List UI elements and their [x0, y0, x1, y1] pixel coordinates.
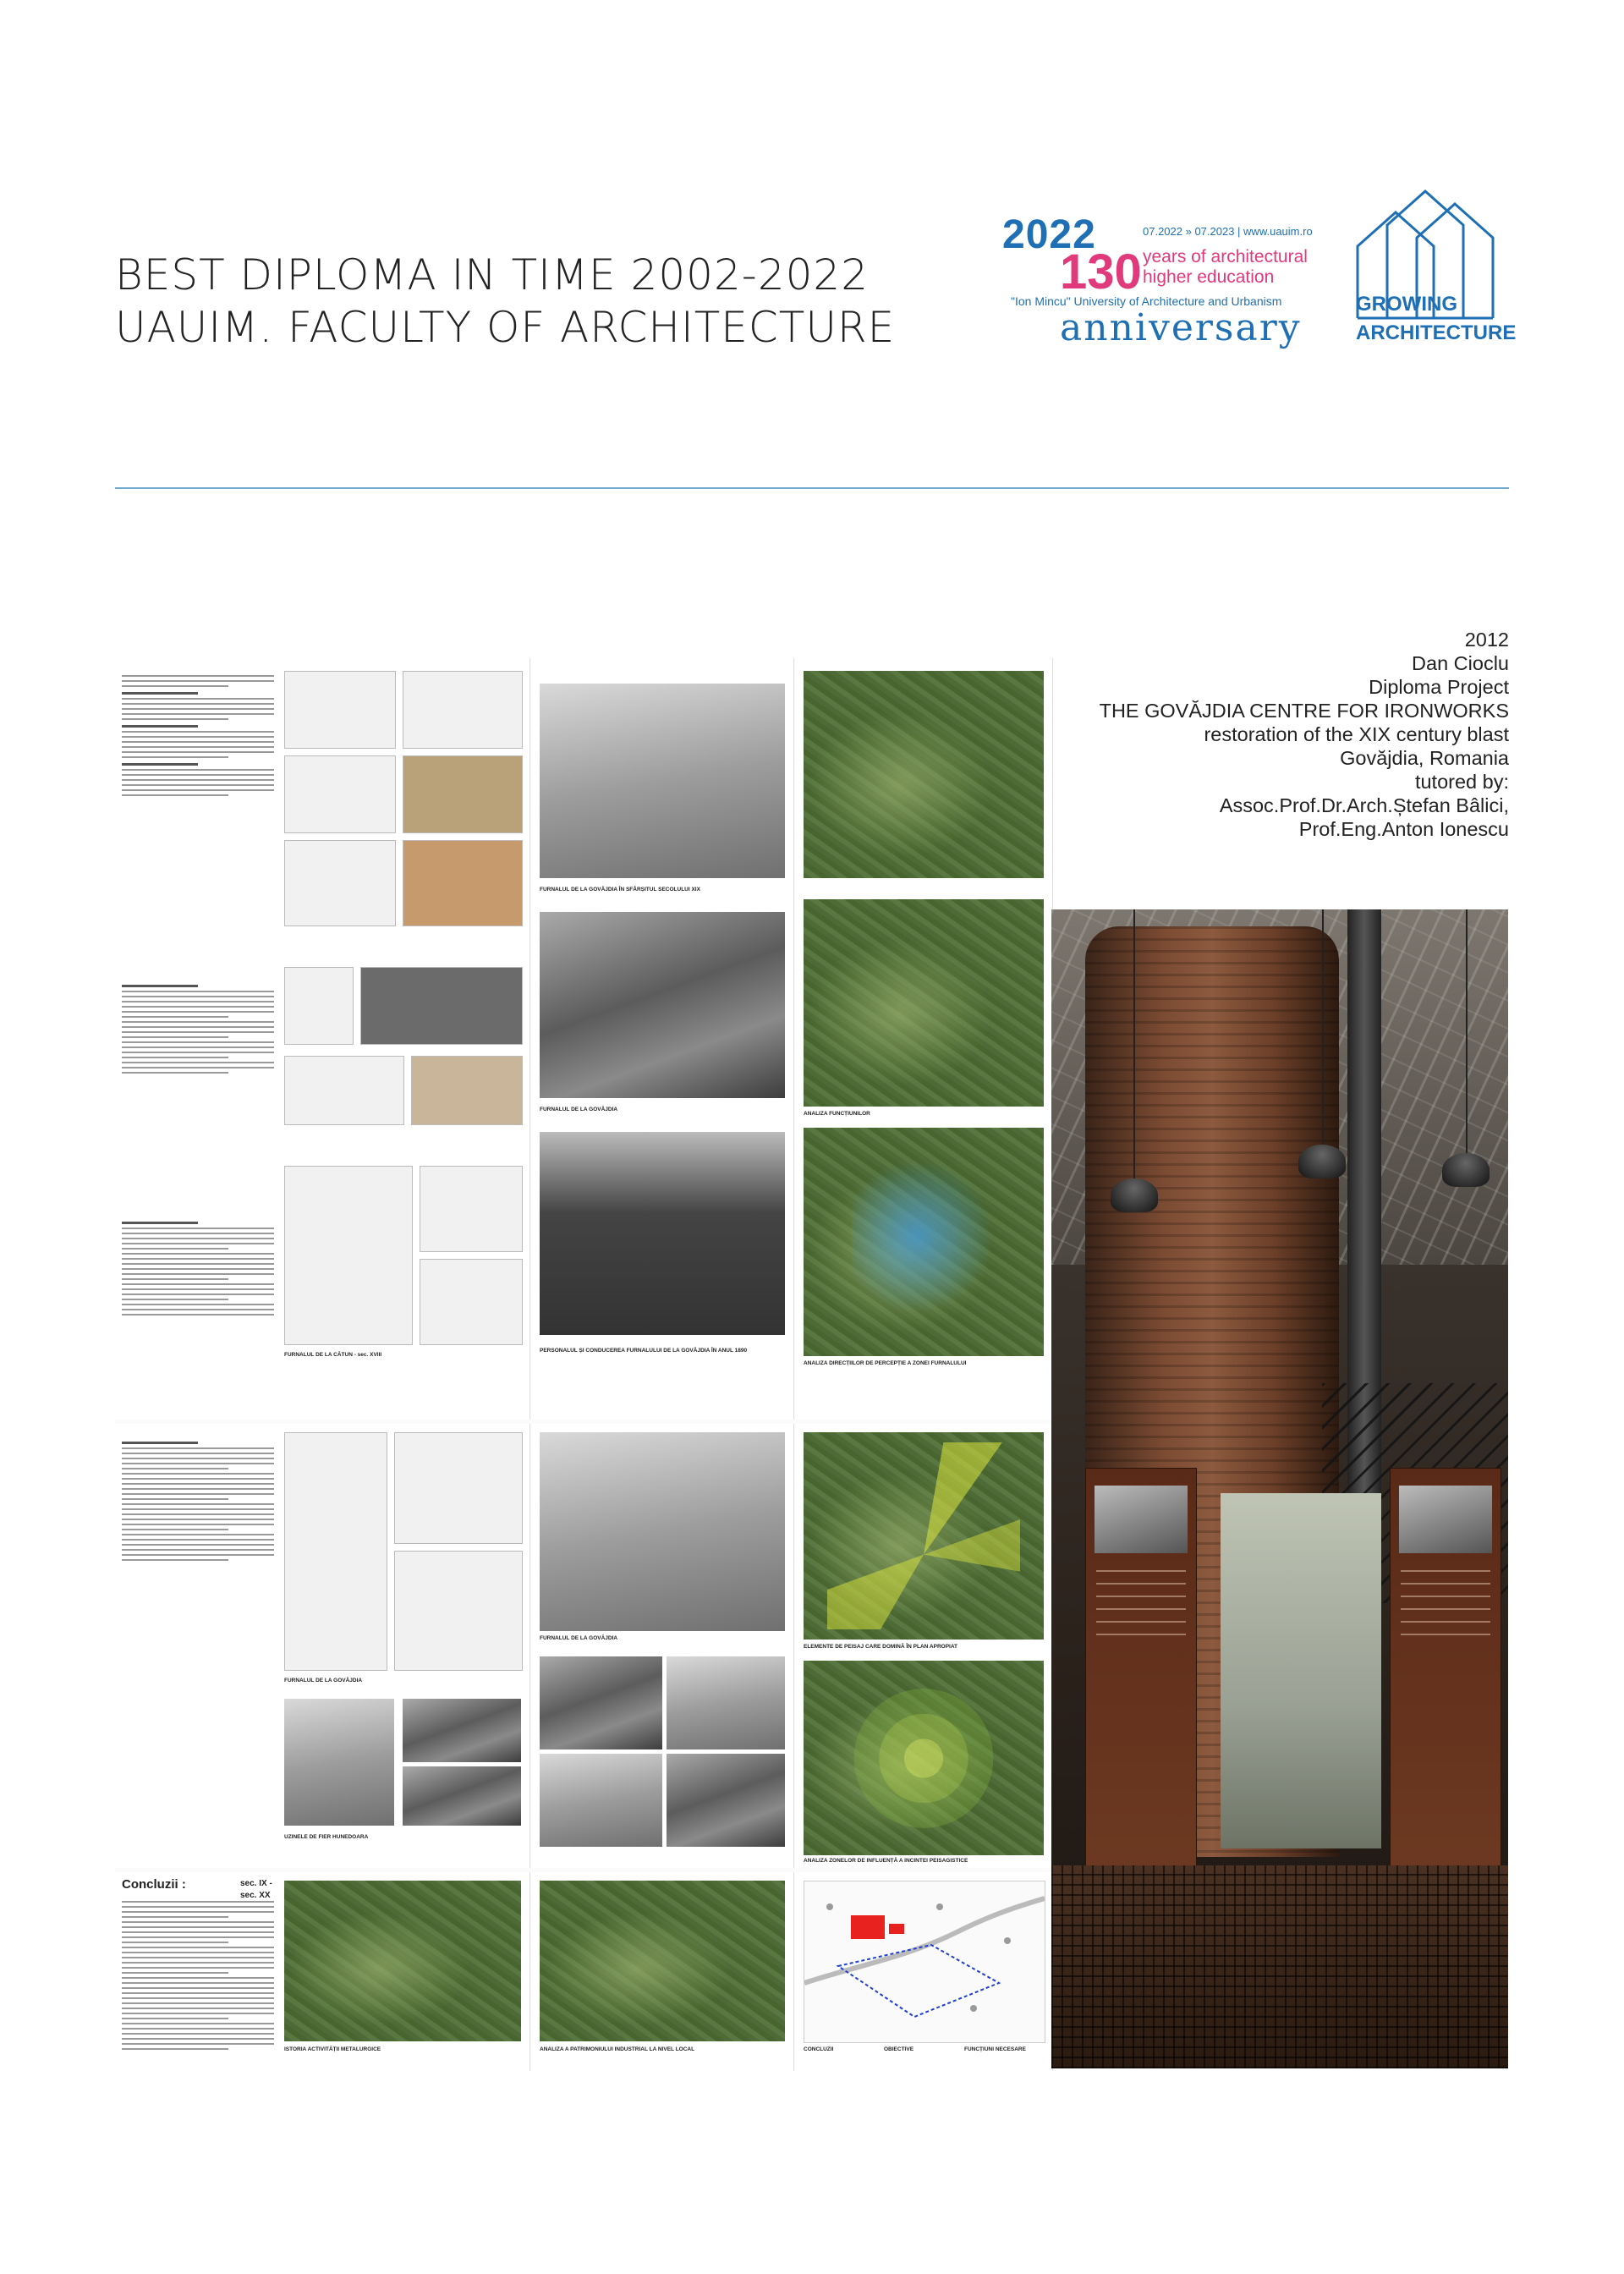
map-influence-zones	[804, 1661, 1044, 1855]
caption-functions-needed: FUNCȚIUNI NECESARE	[964, 2046, 1026, 2052]
drawing-catun-furnace-section	[284, 1166, 413, 1345]
caption-hunedoara: UZINELE DE FIER HUNEDOARA	[284, 1834, 369, 1840]
model-early-furnace	[403, 755, 523, 833]
caption-influence-zones: ANALIZA ZONELOR DE INFLUENȚĂ A INCINTEI PEISAGISTICE	[804, 1858, 968, 1864]
interior-render	[1051, 909, 1508, 2068]
drawing-early-furnace-4	[284, 840, 396, 926]
panel-photos	[531, 658, 794, 1420]
tutored-label: tutored by:	[1414, 771, 1509, 793]
panel-govajdia-text	[122, 1436, 274, 1564]
render-lamp-cord-3	[1466, 909, 1468, 1155]
conclusion-text	[122, 1901, 274, 2053]
panel-conclusions	[115, 1872, 530, 2071]
anniversary-word: anniversary	[1060, 306, 1302, 349]
poster-title-line-2: UAUIM. FACULTY OF ARCHITECTURE	[115, 303, 896, 352]
tutor-1: Assoc.Prof.Dr.Arch.Ștefan Bâlici,	[1219, 794, 1509, 816]
photo-staff-1890	[540, 1132, 785, 1335]
anniversary-year-start: 2022	[1002, 212, 1096, 257]
panel-history-text-2	[122, 980, 274, 1077]
anniversary-dates-url: 07.2022 » 07.2023 | www.uauim.ro	[1143, 225, 1313, 238]
render-lamp-3	[1442, 1153, 1490, 1187]
growing-logo-line-2: ARCHITECTURE	[1356, 321, 1517, 344]
anniversary-tagline-2: higher education	[1143, 267, 1275, 287]
caption-staff-1890: PERSONALUL ȘI CONDUCEREA FURNALULUI DE LA GOVĂJDIA ÎN ANUL 1890	[540, 1348, 748, 1354]
panel-govajdia-drawings	[115, 1424, 530, 1868]
photo-furnace-19th-century	[540, 684, 785, 878]
panel-history	[115, 658, 530, 1420]
anniversary-logo	[1002, 211, 1341, 360]
caption-conclusions: CONCLUZII	[804, 2046, 834, 2052]
project-location: Govăjdia, Romania	[1340, 747, 1509, 769]
poster-title-line-1: BEST DIPLOMA IN TIME 2002-2022	[115, 250, 870, 299]
presentation-board	[115, 658, 1052, 2071]
photo-hunedoara-2	[403, 1699, 521, 1762]
panel-site-plan	[795, 1872, 1053, 2071]
map-perception	[804, 1128, 1044, 1356]
drawing-early-furnace-3	[284, 755, 396, 833]
photo-govajdia-1	[540, 1656, 662, 1749]
conclusion-heading: Concluzii :	[122, 1877, 186, 1892]
caption-catun-furnace: FURNALUL DE LA CĂTUN - sec. XVIII	[284, 1352, 382, 1358]
project-subtitle: restoration of the XIX century blast	[1204, 723, 1509, 745]
photo-hunedoara-3	[403, 1766, 521, 1826]
panel-heritage-map	[531, 1872, 794, 2071]
plan-workshop	[284, 1056, 404, 1125]
map-access-routes	[804, 671, 1044, 878]
photo-furnace-smoke	[540, 912, 785, 1098]
project-title: THE GOVĂJDIA CENTRE FOR IRONWORKS	[1099, 700, 1509, 722]
anniversary-university: "Ion Mincu" University of Architecture and Urbanism	[1011, 294, 1282, 308]
photo-govajdia-3	[540, 1754, 662, 1847]
caption-furnace-19th-century: FURNALUL DE LA GOVĂJDIA ÎN SFÂRȘITUL SECOLULUI XIX	[540, 887, 700, 893]
panel-history-text-3	[122, 1217, 274, 1319]
century-label-2: sec. XX	[240, 1891, 271, 1900]
render-opening	[1221, 1493, 1381, 1848]
map-industrial-heritage	[540, 1881, 785, 2041]
caption-furnace-smoke: FURNALUL DE LA GOVĂJDIA	[540, 1107, 618, 1112]
model-furnace-section	[403, 840, 523, 926]
model-workshop	[411, 1056, 523, 1125]
render-lamp-cord-1	[1133, 909, 1135, 1180]
caption-govajdia-drawings: FURNALUL DE LA GOVĂJDIA	[284, 1678, 363, 1684]
drawing-govajdia-section	[284, 1432, 387, 1671]
caption-functions: ANALIZA FUNCȚIUNILOR	[804, 1111, 870, 1117]
caption-perception: ANALIZA DIRECȚIILOR DE PERCEPȚIE A ZONEI FURNALULUI	[804, 1360, 967, 1366]
tutor-2: Prof.Eng.Anton Ionescu	[1298, 818, 1509, 840]
drawing-workshop-2	[360, 967, 523, 1045]
render-lamp-cord-2	[1322, 909, 1324, 1146]
render-lamp-1	[1111, 1178, 1158, 1212]
project-author: Dan Cioclu	[1412, 652, 1509, 674]
render-exhibit-panel-2	[1390, 1468, 1501, 1909]
site-plan-drawing	[804, 1881, 1045, 2042]
photo-govajdia-4	[667, 1754, 785, 1847]
drawing-catun-furnace-elevation	[420, 1166, 523, 1252]
render-exhibit-panel-1	[1085, 1468, 1197, 1909]
anniversary-tagline-1: years of architectural	[1143, 247, 1308, 266]
site-plan	[804, 1881, 1045, 2043]
caption-objectives: OBIECTIVE	[884, 2046, 914, 2052]
anniversary-years: 130	[1060, 244, 1142, 299]
panel-history-text	[122, 675, 274, 799]
caption-metallurgy-history: ISTORIA ACTIVITĂȚII METALURGICE	[284, 2046, 381, 2052]
project-type: Diploma Project	[1369, 676, 1509, 698]
photo-govajdia-2	[667, 1656, 785, 1749]
photo-govajdia-chimney	[540, 1432, 785, 1631]
drawing-catun-furnace-plan	[420, 1259, 523, 1345]
panel-govajdia-photos	[531, 1424, 794, 1868]
growing-logo-line-1: GROWING	[1356, 293, 1457, 316]
caption-industrial-heritage: ANALIZA A PATRIMONIULUI INDUSTRIAL LA NIVEL LOCAL	[540, 2046, 695, 2052]
map-landscape-elements	[804, 1432, 1044, 1640]
render-lamp-2	[1298, 1145, 1346, 1178]
panel-maps	[795, 658, 1053, 1420]
drawing-workshop-1	[284, 967, 354, 1045]
header-divider	[115, 487, 1509, 489]
century-label-1: sec. IX -	[240, 1879, 272, 1888]
caption-landscape-elements: ELEMENTE DE PEISAJ CARE DOMINĂ ÎN PLAN APROPIAT	[804, 1644, 958, 1650]
map-metallurgy-history	[284, 1881, 521, 2041]
drawing-govajdia-roof	[394, 1551, 523, 1671]
render-grate-floor	[1051, 1865, 1508, 2068]
project-year: 2012	[1464, 629, 1509, 651]
panel-landscape-maps	[795, 1424, 1053, 1868]
map-functions	[804, 899, 1044, 1107]
drawing-govajdia-elevation	[394, 1432, 523, 1544]
caption-govajdia-chimney: FURNALUL DE LA GOVĂJDIA	[540, 1635, 618, 1641]
photo-hunedoara-1	[284, 1699, 394, 1826]
drawing-early-furnace-2	[403, 671, 523, 749]
drawing-early-furnace-1	[284, 671, 396, 749]
